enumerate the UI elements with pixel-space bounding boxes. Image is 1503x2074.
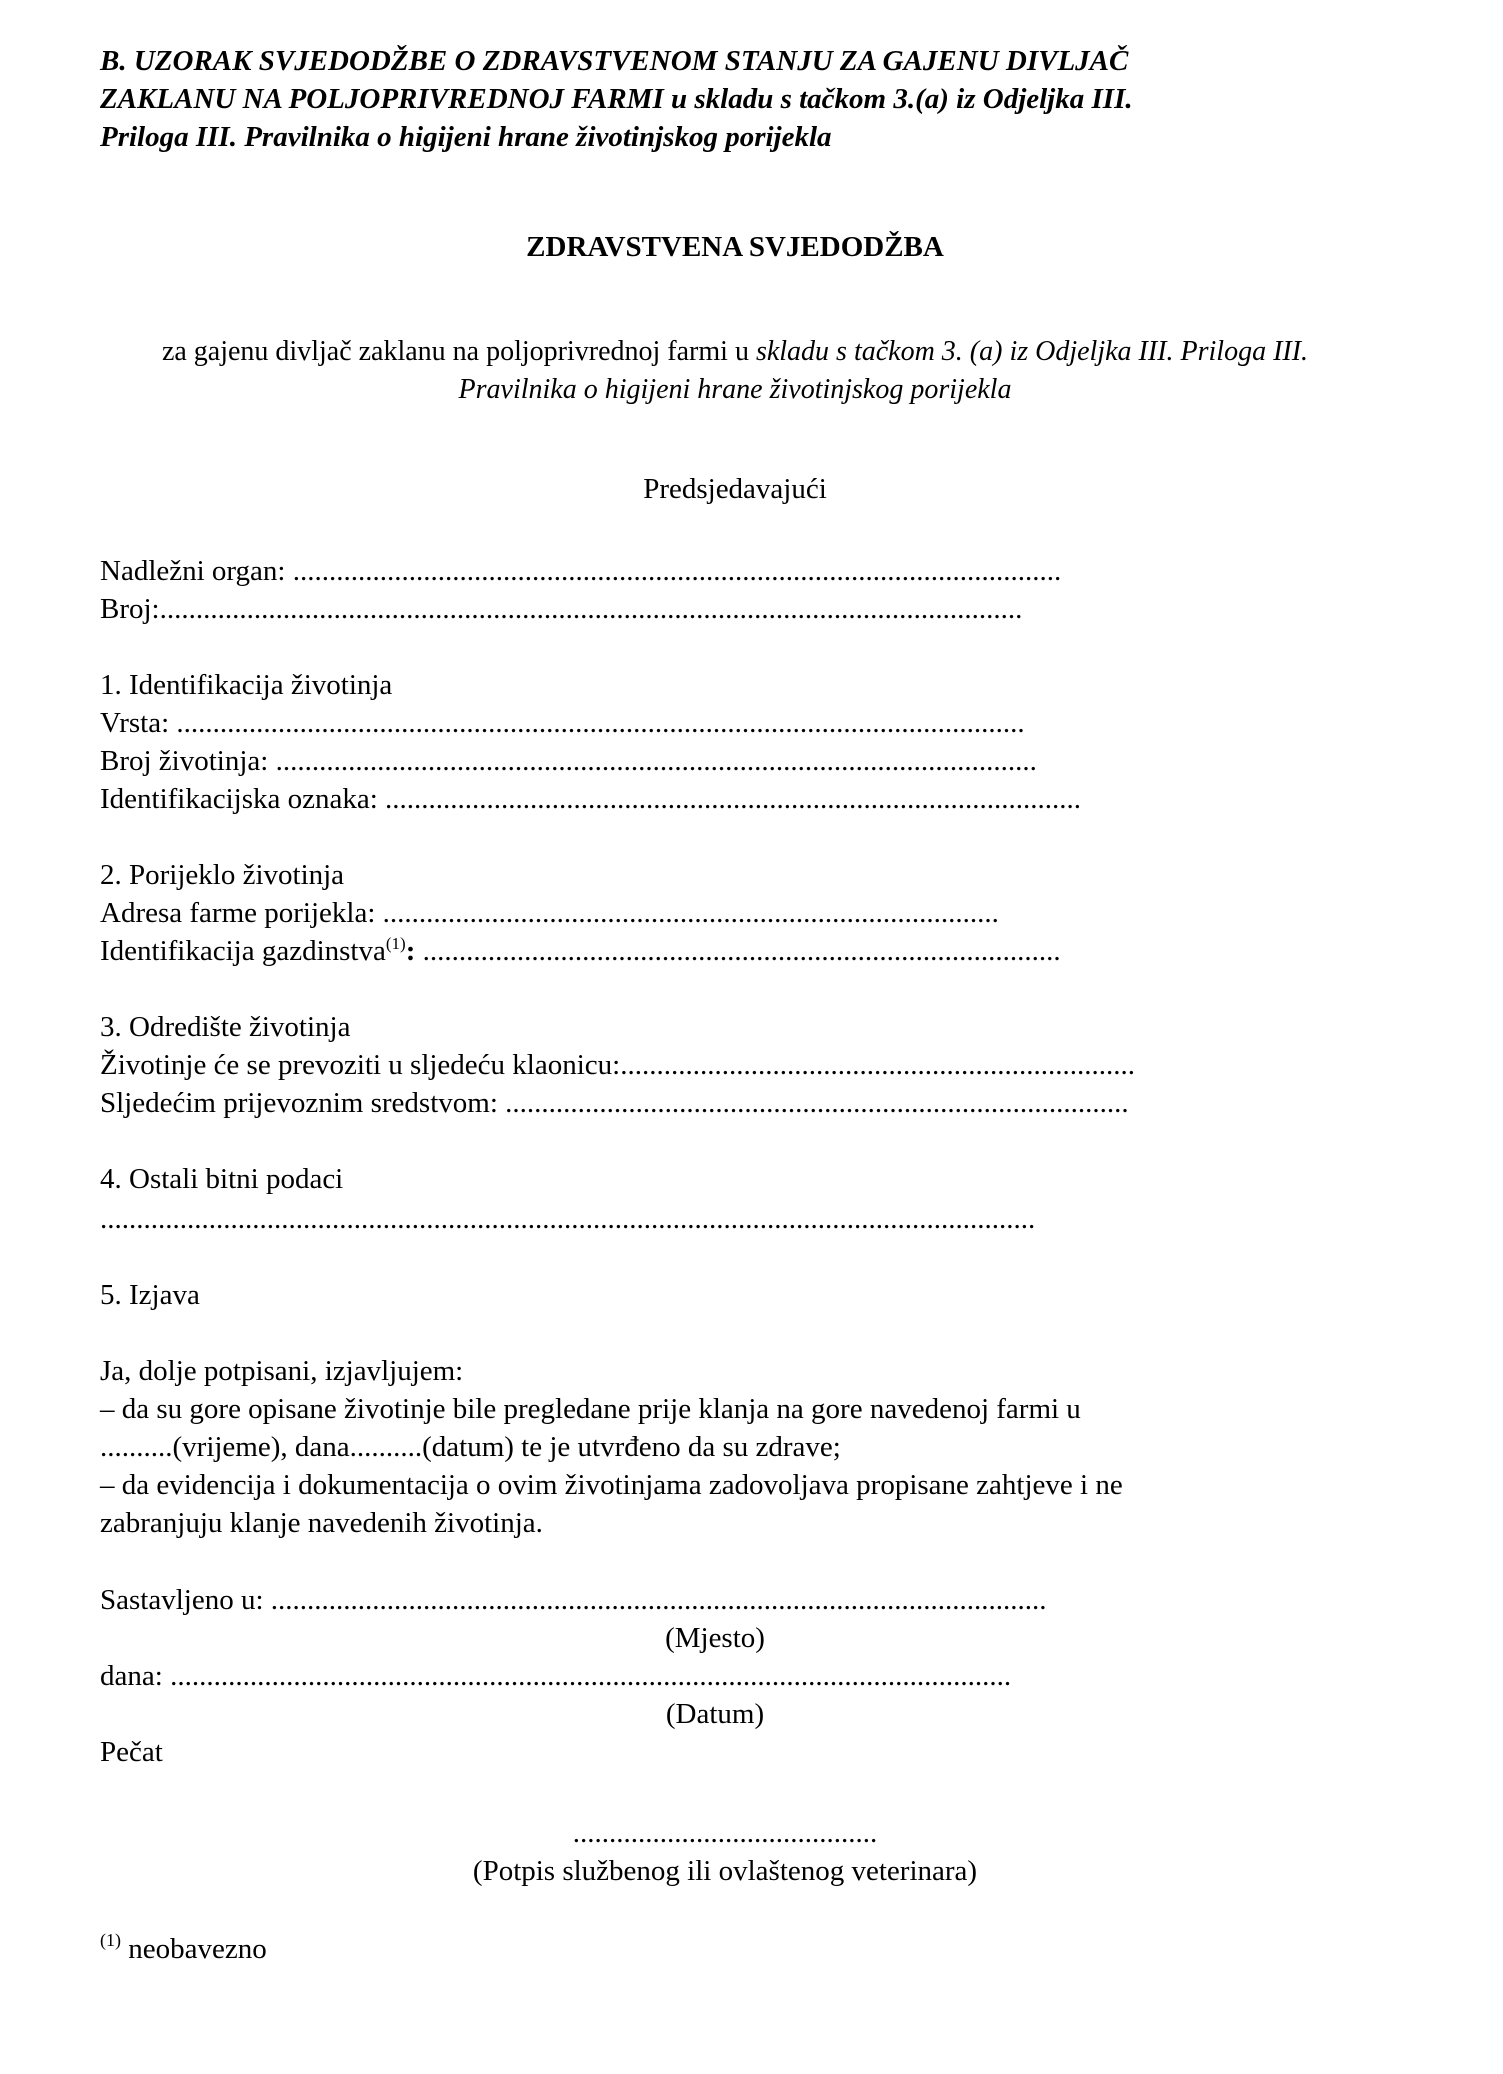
identification-mark-label: Identifikacijska oznaka: <box>100 783 386 815</box>
place-dots[interactable]: ........................................................................................................... <box>270 1584 1047 1616</box>
transport-label: Sljedećim prijevoznim sredstvom: <box>100 1087 506 1119</box>
competent-authority-dots[interactable]: .......................................................................................................... <box>292 555 1062 587</box>
document-header <box>100 42 1370 156</box>
subtitle-plain: za gajenu divljač zaklanu na poljoprivrednoj farmi u <box>161 336 756 367</box>
farm-address-field[interactable] <box>100 894 999 932</box>
subtitle-line-2: Pravilnika o higijeni hrane životinjskog porijekla <box>458 374 1012 405</box>
animal-count-dots[interactable]: ......................................................................................................... <box>275 745 1037 777</box>
signature-caption: (Potpis službenog ili ovlaštenog veterinara) <box>472 1855 978 1887</box>
date-label: dana: <box>100 1660 171 1692</box>
animal-count-label: Broj životinja: <box>100 745 276 777</box>
presiding-label: Predsjedavajući <box>643 473 827 505</box>
slaughterhouse-label: Životinje će se prevoziti u sljedeću klaonicu: <box>100 1049 621 1081</box>
transport-dots[interactable]: ...................................................................................... <box>505 1087 1129 1119</box>
header-line-1: B. UZORAK SVJEDODŽBE O ZDRAVSTVENOM STANJU ZA GAJENU DIVLJAČ <box>100 45 1129 77</box>
date-field[interactable] <box>100 1657 1011 1695</box>
holding-identification-field[interactable] <box>100 932 1061 970</box>
number-dots[interactable]: ....................................................................................................................... <box>159 593 1023 625</box>
section-3-heading: 3. Odredište životinja <box>100 1011 351 1043</box>
date-dots[interactable]: .................................................................................................................... <box>170 1660 1012 1692</box>
place-label: Sastavljeno u: <box>100 1584 271 1616</box>
header-line-2: ZAKLANU NA POLJOPRIVREDNOJ FARMI u skladu s tačkom 3.(a) iz Odjeljka III. <box>100 83 1133 115</box>
competent-authority-label: Nadležni organ: <box>100 555 293 587</box>
identification-mark-dots[interactable]: ................................................................................................ <box>385 783 1082 815</box>
identification-mark-field[interactable] <box>100 780 1081 818</box>
date-caption: (Datum) <box>665 1698 765 1730</box>
section-2-heading: 2. Porijeklo životinja <box>100 859 345 891</box>
species-field[interactable] <box>100 704 1025 742</box>
number-field[interactable] <box>100 590 1022 628</box>
transport-field[interactable] <box>100 1084 1129 1122</box>
header-line-3: Priloga III. Pravilnika o higijeni hrane životinjskog porijekla <box>100 121 832 153</box>
footnote-text: neobavezno <box>121 1933 267 1965</box>
footnote <box>100 1930 267 1968</box>
seal-label: Pečat <box>100 1736 163 1768</box>
animal-count-field[interactable] <box>100 742 1037 780</box>
declaration-item-2-line-2: zabranjuju klanje navedenih životinja. <box>100 1507 543 1539</box>
declaration-intro: Ja, dolje potpisani, izjavljujem: <box>100 1355 464 1387</box>
place-caption: (Mjesto) <box>665 1622 765 1654</box>
slaughterhouse-dots[interactable]: ....................................................................... <box>620 1049 1135 1081</box>
certificate-subtitle <box>100 333 1370 409</box>
holding-colon: : <box>405 935 423 967</box>
footnote-reference: (1) <box>385 934 406 953</box>
declaration-item-1-line-2: ..........(vrijeme), dana..........(datum) te je utvrđeno da su zdrave; <box>100 1431 841 1463</box>
subtitle-italic: skladu s tačkom 3. (a) iz Odjeljka III. Priloga III. <box>755 336 1309 367</box>
holding-identification-dots[interactable]: ........................................................................................ <box>422 935 1061 967</box>
other-data-dots[interactable]: ................................................................................................................................. <box>100 1203 1036 1235</box>
farm-address-label: Adresa farme porijekla: <box>100 897 383 929</box>
section-4-heading: 4. Ostali bitni podaci <box>100 1163 344 1195</box>
place-field[interactable] <box>100 1581 1047 1619</box>
holding-identification-label: Identifikacija gazdinstva <box>100 935 386 967</box>
certificate-title: ZDRAVSTVENA SVJEDODŽBA <box>526 231 944 263</box>
farm-address-dots[interactable]: ..................................................................................... <box>382 897 999 929</box>
declaration-item-2-line-1: – da evidencija i dokumentacija o ovim životinjama zadovoljava propisane zahtjeve i ne <box>100 1469 1123 1501</box>
declaration-item-1-line-1: – da su gore opisane životinje bile pregledane prije klanja na gore navedenoj farmi u <box>100 1393 1081 1425</box>
number-label: Broj: <box>100 593 160 625</box>
slaughterhouse-field[interactable] <box>100 1046 1135 1084</box>
species-dots[interactable]: ..................................................................................................................... <box>176 707 1025 739</box>
section-5-heading: 5. Izjava <box>100 1279 200 1311</box>
species-label: Vrsta: <box>100 707 177 739</box>
signature-dots[interactable]: .......................................... <box>572 1817 878 1849</box>
competent-authority-field[interactable] <box>100 552 1061 590</box>
footnote-marker: (1) <box>100 1930 121 1950</box>
section-1-heading: 1. Identifikacija životinja <box>100 669 393 701</box>
